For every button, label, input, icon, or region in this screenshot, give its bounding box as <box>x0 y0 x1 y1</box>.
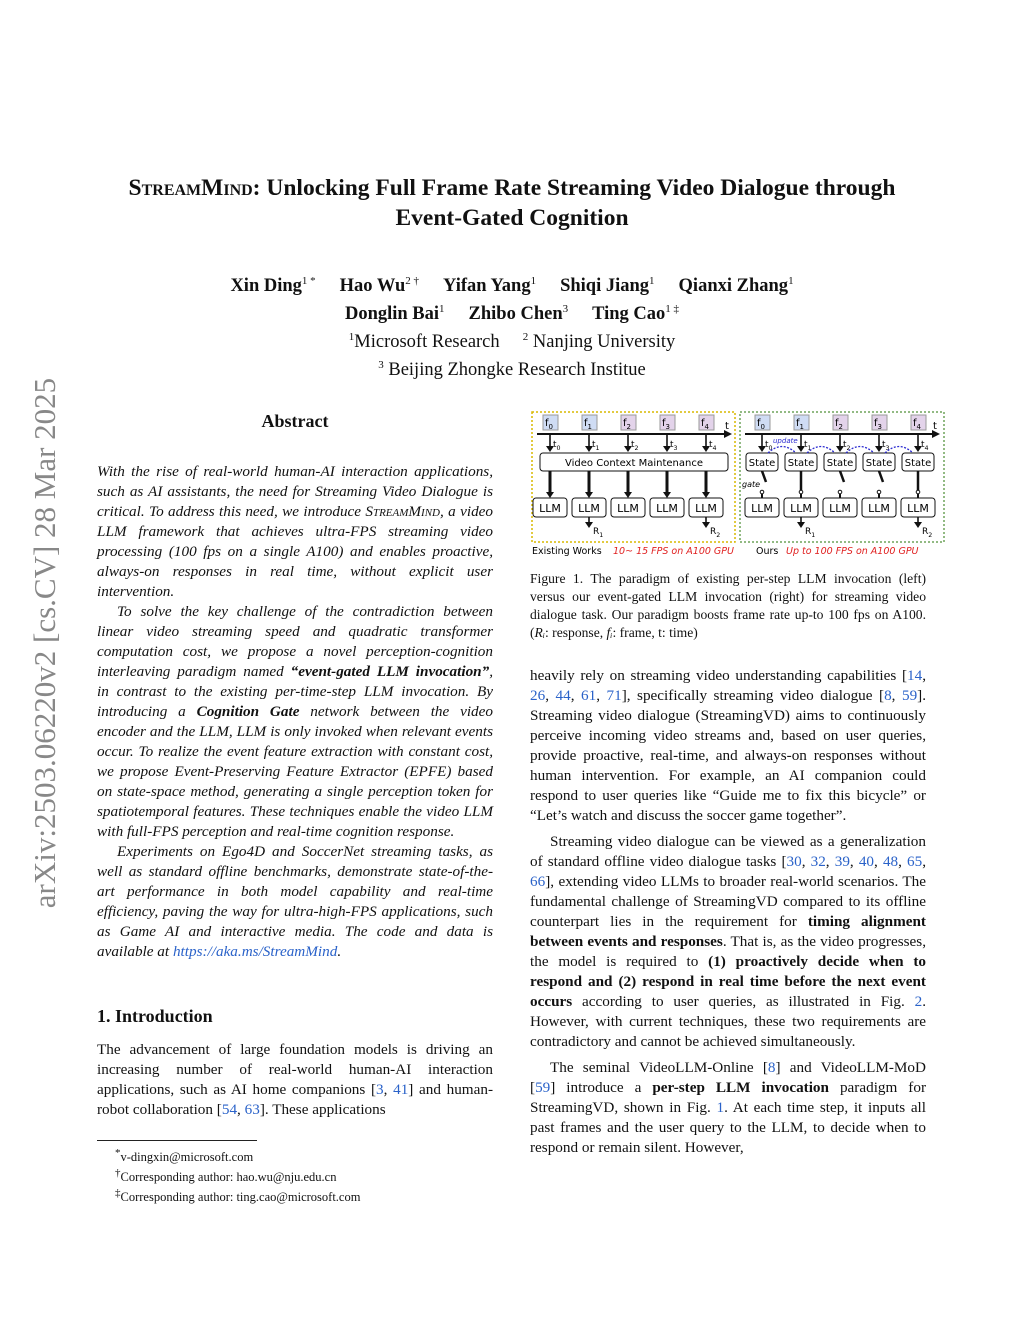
text-run: , <box>801 853 811 870</box>
text-run: . That is, as the video progresses, the model is required to <box>530 933 926 970</box>
citation-link[interactable]: 61 <box>581 687 597 704</box>
citation-link[interactable]: 32 <box>810 853 826 870</box>
author-affiliation-mark: 3 <box>562 303 569 316</box>
author-name: Hao Wu <box>339 276 406 297</box>
text-run: , <box>898 853 908 870</box>
text-run: With the rise of real-world human-AI interaction applications, such as AI assistants, the need for Streaming Video Dialogue is critical. To address this need, we introduce <box>97 463 493 520</box>
time-axis-label: t <box>933 421 937 432</box>
time-step-label: $t_1$ <box>592 440 600 452</box>
time-step-label: $t_0$ <box>765 440 773 452</box>
footnote-text: Corresponding author: ting.cao@microsoft.com <box>120 1190 361 1205</box>
context-to-llm-arrow-head <box>663 492 671 498</box>
author <box>469 304 569 324</box>
text-run: , <box>383 1081 394 1098</box>
affiliation: Beijing Zhongke Research Institue <box>383 360 646 381</box>
cognition-gate-switch <box>840 471 844 482</box>
citation-link[interactable]: 41 <box>393 1081 409 1098</box>
abstract-paragraph <box>97 842 493 962</box>
author-name: Donglin Bai <box>344 304 440 325</box>
affiliation: Nanjing University <box>528 332 676 353</box>
gate-contact <box>838 490 842 494</box>
llm-label: LLM <box>656 502 678 515</box>
right-column <box>530 410 937 1158</box>
author-block <box>60 270 964 383</box>
citation-link[interactable]: 30 <box>786 853 802 870</box>
aff-sup: 3 <box>378 359 384 372</box>
text-run: , a video LLM framework that achieves ultra-FPS streaming video processing (100 fps on a single A100) and enables proactive, always-on responses in real time, without explicit user intervention. <box>97 503 493 600</box>
cognition-gate-switch <box>762 471 766 482</box>
author-name: Qianxi Zhang <box>678 276 789 297</box>
time-step-label: $t_2$ <box>631 440 639 452</box>
text-run: ], extending video LLMs to broader real-world scenarios. The fundamental challenge of StreamingVD compared to its offline counterpart lies in the requirement for <box>530 873 926 930</box>
frame-label: $f_2$ <box>835 418 843 431</box>
frame-label: $f_4$ <box>913 418 921 431</box>
context-to-llm-arrow-head <box>702 492 710 498</box>
section-heading-introduction: 1. Introduction <box>97 1006 213 1026</box>
gate-label: gate <box>742 480 761 489</box>
response-label: $R_2$ <box>922 527 933 539</box>
author <box>560 276 654 296</box>
footnotes <box>97 1140 493 1205</box>
author <box>443 276 536 296</box>
frame-label: $f_3$ <box>874 418 882 431</box>
frame-label: $f_1$ <box>796 418 804 431</box>
time-step-label: $t_4$ <box>921 440 929 452</box>
text-run: , <box>922 667 926 684</box>
frame-label: $f_2$ <box>623 418 631 431</box>
citation-link[interactable]: 39 <box>834 853 850 870</box>
author-affiliation-mark: 1 * <box>301 275 316 287</box>
affiliations-line-2 <box>60 354 964 382</box>
aff-sup: 1 <box>348 331 355 344</box>
response-arrow-head <box>585 522 593 528</box>
frame-label: $f_4$ <box>701 418 709 431</box>
llm-label: LLM <box>868 502 890 515</box>
abstract-paragraph <box>97 602 493 842</box>
text-run: f <box>606 625 611 640</box>
text-run: heavily rely on streaming video understanding capabilities [ <box>530 667 908 684</box>
text-run: Cognition Gate <box>196 703 300 720</box>
time-step-label: $t_3$ <box>882 440 890 452</box>
author <box>230 276 315 296</box>
citation-link[interactable]: https://aka.ms/StreamMind <box>172 943 338 960</box>
citation-link[interactable]: 8 <box>884 687 892 704</box>
cognition-gate-switch <box>879 471 883 482</box>
citation-link[interactable]: 54 <box>221 1101 238 1118</box>
left-panel-fps: 10~ 15 FPS on A100 GPU <box>613 546 734 557</box>
llm-label: LLM <box>829 502 851 515</box>
authors-row-2 <box>60 298 964 326</box>
text-run: . However, with current techniques, these two requirements are contradictory and cannot be achieved simultaneously. <box>530 993 926 1050</box>
citation-link[interactable]: 66 <box>530 873 546 890</box>
citation-link[interactable]: 59 <box>901 687 918 704</box>
author-name: Ting Cao <box>592 304 666 325</box>
right-panel-fps: Up to 100 FPS on A100 GPU <box>786 546 919 557</box>
author-affiliation-mark: 1 <box>439 303 445 316</box>
author-name: Xin Ding <box>230 276 302 297</box>
text-run: : response, <box>545 625 607 640</box>
state-label: State <box>826 458 854 469</box>
citation-link[interactable]: 40 <box>858 853 875 870</box>
time-step-label: $t_1$ <box>804 440 812 452</box>
left-panel-caption: Existing Works <box>532 546 602 557</box>
time-step-label: $t_0$ <box>553 440 561 452</box>
llm-label: LLM <box>617 502 639 515</box>
text-run: , <box>570 687 581 704</box>
citation-link[interactable]: 65 <box>907 853 923 870</box>
abstract-body <box>97 462 493 962</box>
title-system-name: StreamMind <box>128 175 253 201</box>
state-label: State <box>787 458 815 469</box>
footnote-mark: * <box>115 1147 121 1159</box>
footnote-rule <box>97 1140 257 1141</box>
text-run: , <box>596 687 607 704</box>
llm-label: LLM <box>695 502 717 515</box>
citation-link[interactable]: 8 <box>767 1059 776 1076</box>
text-run: ] and human-robot collaboration [ <box>97 1081 494 1118</box>
author <box>345 304 445 324</box>
citation-link[interactable]: 2 <box>914 993 923 1010</box>
text-run: : frame, t: time) <box>612 625 698 640</box>
citation-link[interactable]: 63 <box>244 1101 260 1118</box>
citation-link[interactable]: 59 <box>535 1079 551 1096</box>
text-run: ] and VideoLLM-MoD [ <box>530 1059 926 1096</box>
text-run: To solve the key challenge of the contradiction between linear video streaming speed and quadratic transformer computation cost, we propose a novel perception-cognition interleaving paradigm named <box>97 603 493 680</box>
author-affiliation-mark: 1 ‡ <box>665 303 680 316</box>
text-run: , <box>545 687 556 704</box>
video-context-label: Video Context Maintenance <box>565 458 703 469</box>
aff-sup: 2 <box>522 331 529 344</box>
text-run: The advancement of large foundation models is driving an increasing number of real-world human-AI interaction applications, such as AI home companions [ <box>97 1041 493 1098</box>
time-step-label: $t_4$ <box>709 440 717 452</box>
text-run: ]. These applications <box>259 1101 386 1118</box>
citation-link[interactable]: 26 <box>530 687 546 704</box>
author-name: Zhibo Chen <box>468 304 563 325</box>
figure-caption <box>530 570 926 642</box>
text-run: ᵢ <box>542 625 545 640</box>
citation-link[interactable]: 48 <box>882 853 899 870</box>
citation-link[interactable]: 71 <box>606 687 622 704</box>
abstract-paragraph <box>97 462 493 602</box>
text-run: , <box>849 853 859 870</box>
text-run: ]. Streaming video dialogue (StreamingVD) aims to continuously perceive incoming video streams and, based on user queries, provide proactive, real-time, and always-on responses without human intervention. For example, an AI companion could respond to user queries like “Guide me to fix this bicycle” or “Let’s watch and discuss the soccer game together”. <box>530 687 927 824</box>
text-run: . <box>337 943 342 960</box>
citation-link[interactable]: 44 <box>555 687 571 704</box>
text-run: The seminal VideoLLM-Online [ <box>550 1059 768 1076</box>
citation-link[interactable]: 3 <box>376 1081 384 1098</box>
text-run: ᵢ <box>610 625 613 640</box>
footnote <box>97 1145 493 1165</box>
text-run: , <box>237 1101 245 1118</box>
author <box>679 276 794 296</box>
text-run: network between the video encoder and the LLM, LLM is only invoked when relevant events occur. To realize the event feature extraction with constant cost, we propose Event-Preserving Feature Extractor (EPFE) based on state-space method, generating a single perception token for spatiotemporal features. These techniques enable the video LLM with full-FPS perception and real-time cognition response. <box>97 703 493 840</box>
title-line2: Event-Gated Cognition <box>395 205 629 231</box>
time-step-label: $t_3$ <box>670 440 678 452</box>
response-arrow-head <box>914 522 922 528</box>
time-axis-label: t <box>725 421 729 432</box>
abstract-heading: Abstract <box>261 411 329 431</box>
text-run: ], specifically streaming video dialogue [ <box>621 687 885 704</box>
author-affiliation-mark: 2 † <box>405 275 420 287</box>
title-rest: : Unlocking Full Frame Rate Streaming Video Dialogue through <box>252 175 896 201</box>
response-label: $R_2$ <box>710 527 721 539</box>
text-run: “event-gated LLM invocation” <box>290 663 490 680</box>
right-panel-caption: Ours <box>756 546 779 557</box>
frame-label: $f_0$ <box>545 418 553 431</box>
text-run: timing alignment between events and responses <box>530 913 926 950</box>
intro-paragraph <box>97 1040 493 1120</box>
text-run: StreamMind <box>365 503 441 520</box>
footnote-mark: † <box>115 1167 121 1180</box>
body-paragraph <box>530 832 926 1052</box>
context-to-llm-arrow-head <box>546 492 554 498</box>
citation-link[interactable]: 14 <box>907 667 923 684</box>
author <box>592 304 679 324</box>
paper-title <box>60 173 964 233</box>
author-name: Shiqi Jiang <box>560 276 650 297</box>
gate-contact <box>760 490 764 494</box>
llm-label: LLM <box>578 502 600 515</box>
text-run: ] introduce a <box>550 1079 653 1096</box>
gate-contact <box>799 490 803 494</box>
text-run: , <box>922 853 927 870</box>
response-label: $R_1$ <box>805 527 816 539</box>
citation-link[interactable]: 1 <box>716 1099 725 1116</box>
text-run: Streaming video dialogue can be viewed as a generalization of standard offline video dialogue tasks [ <box>530 833 926 870</box>
author-affiliation-mark: 1 <box>530 275 537 287</box>
footnote-mark: ‡ <box>115 1187 121 1200</box>
author-affiliation-mark: 1 <box>649 275 655 287</box>
llm-label: LLM <box>790 502 812 515</box>
text-run: (1) proactively decide when to respond and (2) respond in real time before the next event occurs <box>530 953 926 1010</box>
response-arrow-head <box>702 522 710 528</box>
figure-1-diagram <box>530 410 946 558</box>
affiliation: Microsoft Research <box>354 332 500 353</box>
text-run: . At each time step, it inputs all past frames and the user query to the LLM, to decide when to respond or remain silent. However, <box>530 1099 926 1156</box>
text-run: , <box>874 853 883 870</box>
text-run: , <box>891 687 902 704</box>
state-label: State <box>865 458 893 469</box>
author-name: Yifan Yang <box>443 276 531 297</box>
text-run: paradigm for StreamingVD, shown in Fig. <box>530 1079 927 1116</box>
affiliations-line-1 <box>60 326 964 354</box>
context-to-llm-arrow-head <box>585 492 593 498</box>
state-label: State <box>904 458 932 469</box>
left-column <box>97 410 493 1120</box>
time-step-label: $t_2$ <box>843 440 851 452</box>
author <box>340 276 419 296</box>
gate-contact <box>877 490 881 494</box>
arxiv-watermark: arXiv:2503.06220v2 [cs.CV] 28 Mar 2025 <box>27 377 62 909</box>
body-paragraph <box>530 1058 926 1158</box>
llm-label: LLM <box>751 502 773 515</box>
frame-label: $f_0$ <box>757 418 765 431</box>
text-run: Experiments on Ego4D and SoccerNet streaming tasks, as well as standard offline benchmarks, demonstrate state-of-the-art performance in both model capability and real-time efficiency, paving the way for ultra-high-FPS applications, such as Game AI and interactive media. The code and data is available at <box>97 843 493 960</box>
footnote-text: Corresponding author: hao.wu@nju.edu.cn <box>120 1170 337 1185</box>
text-run: Figure 1. The paradigm of existing per-step LLM invocation (left) versus our event-gated LLM invocation (right) for streaming video dialogue task. Our paradigm boosts frame rate up-to 100 fps on A100. ( <box>530 571 926 640</box>
text-run: according to user queries, as illustrated in Fig. <box>572 993 915 1010</box>
context-to-llm-arrow-head <box>624 492 632 498</box>
text-run: , <box>825 853 835 870</box>
response-label: $R_1$ <box>593 527 604 539</box>
update-label: update <box>773 437 798 445</box>
footnote <box>97 1165 493 1185</box>
text-run: , in contrast to the existing per-time-step LLM invocation. By introducing a <box>97 663 494 720</box>
llm-label: LLM <box>907 502 929 515</box>
state-label: State <box>748 458 776 469</box>
footnote-text: v-dingxin@microsoft.com <box>120 1150 254 1165</box>
text-run: per-step LLM invocation <box>652 1079 829 1096</box>
llm-label: LLM <box>539 502 561 515</box>
gate-contact <box>916 490 920 494</box>
author-affiliation-mark: 1 <box>788 275 794 287</box>
text-run: R <box>534 625 543 640</box>
authors-row-1 <box>60 270 964 298</box>
footnote <box>97 1185 493 1205</box>
frame-label: $f_3$ <box>662 418 670 431</box>
frame-label: $f_1$ <box>584 418 592 431</box>
response-arrow-head <box>797 522 805 528</box>
body-paragraph <box>530 666 926 826</box>
